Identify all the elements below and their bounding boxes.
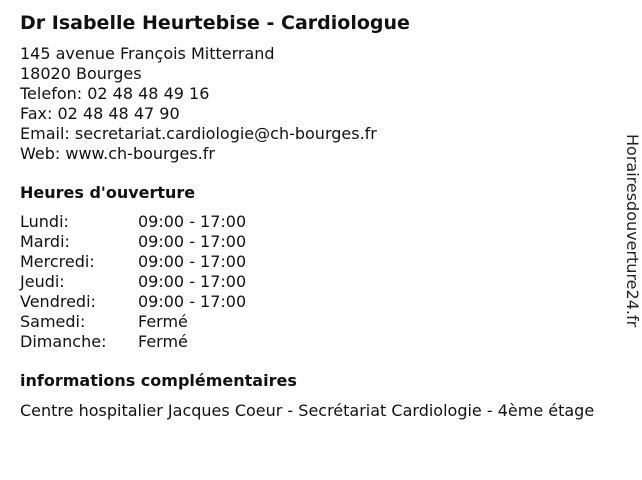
hours-row-wednesday [20,252,620,272]
hours-row-monday [20,212,620,232]
hours-time: 09:00 - 17:00 [138,252,247,271]
contact-block [20,44,620,164]
hours-day: Mardi: [20,232,70,251]
address-line-street: 145 avenue François Mitterrand [20,44,275,63]
hours-day: Lundi: [20,212,69,231]
opening-hours-heading: Heures d'ouverture [20,183,196,202]
web-line: Web: www.ch-bourges.fr [20,144,215,163]
hours-row-friday [20,292,620,312]
phone-line: Telefon: 02 48 48 49 16 [20,84,210,103]
hours-row-tuesday [20,232,620,252]
hours-day: Jeudi: [20,272,65,291]
hours-time: Fermé [138,312,188,331]
hours-row-saturday [20,312,620,332]
hours-row-sunday [20,332,620,352]
page-title: Dr Isabelle Heurtebise - Cardiologue [20,12,410,34]
fax-line: Fax: 02 48 48 47 90 [20,104,180,123]
hours-day: Vendredi: [20,292,96,311]
hours-time: 09:00 - 17:00 [138,272,247,291]
email-line: Email: secretariat.cardiologie@ch-bourges.fr [20,124,377,143]
listing-card [20,10,620,421]
hours-time: 09:00 - 17:00 [138,212,247,231]
address-line-city: 18020 Bourges [20,64,142,83]
hours-day: Mercredi: [20,252,95,271]
hours-day: Samedi: [20,312,86,331]
opening-hours-table [20,212,620,352]
hours-day: Dimanche: [20,332,107,351]
additional-info-heading: informations complémentaires [20,371,297,390]
hours-row-thursday [20,272,620,292]
site-watermark: Horairesdouverture24.fr [623,134,642,328]
hours-time: 09:00 - 17:00 [138,292,247,311]
additional-info-text: Centre hospitalier Jacques Coeur - Secrétariat Cardiologie - 4ème étage [20,401,595,420]
hours-time: Fermé [138,332,188,351]
hours-time: 09:00 - 17:00 [138,232,247,251]
